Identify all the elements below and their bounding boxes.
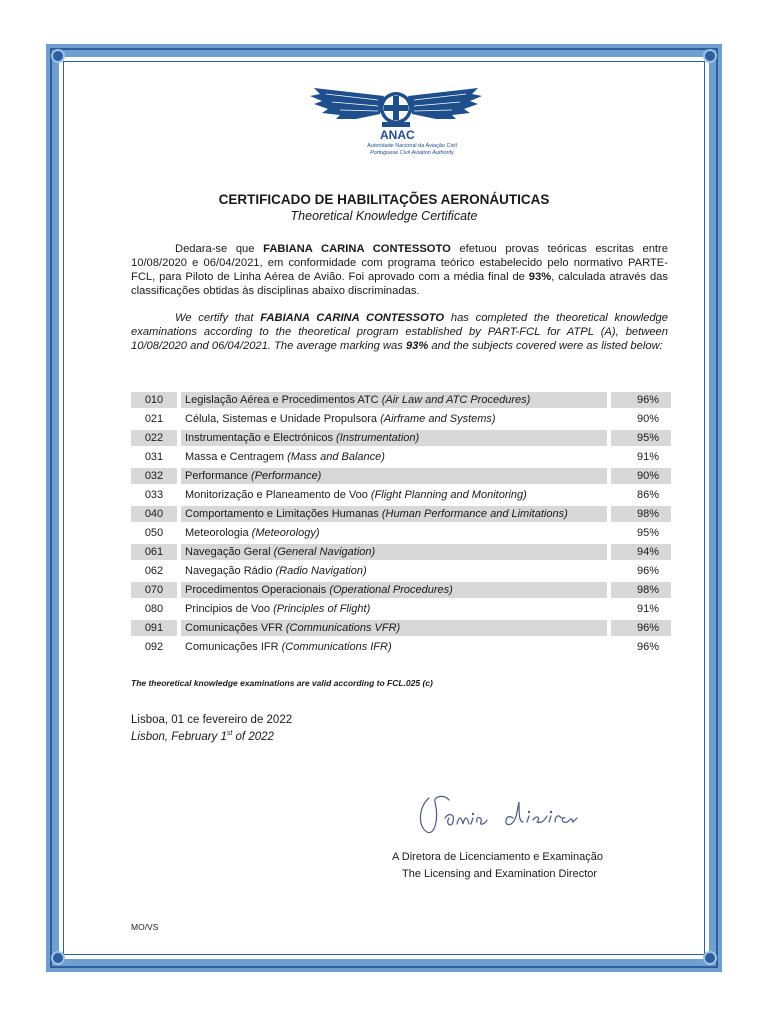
subject-name: Comunicações VFR (Communications VFR) — [181, 620, 607, 636]
subject-name: Comunicações IFR (Communications IFR) — [185, 641, 392, 653]
subject-score: 96% — [611, 392, 671, 408]
subject-row — [131, 506, 671, 522]
subject-name: Meteorologia (Meteorology) — [185, 527, 320, 539]
subject-code: 091 — [131, 620, 177, 636]
validity-note: The theoretical knowledge examinations are valid according to FCL.025 (c) — [131, 678, 433, 688]
subject-row — [131, 563, 671, 579]
subject-row — [131, 430, 671, 446]
subject-name: Instrumentação e Electrónicos (Instrumentation) — [181, 430, 607, 446]
subject-code: 070 — [131, 582, 177, 598]
subject-score: 90% — [636, 413, 659, 425]
subject-name: Procedimentos Operacionais (Operational Procedures) — [181, 582, 607, 598]
subject-score: 94% — [611, 544, 671, 560]
holder-name: FABIANA CARINA CONTESSOTO — [263, 243, 451, 255]
document-reference: MO/VS — [131, 922, 159, 932]
subject-code: 032 — [131, 468, 177, 484]
certificate-title: CERTIFICADO DE HABILITAÇÕES AERONÁUTICAS — [218, 192, 550, 207]
certificate-subtitle: Theoretical Knowledge Certificate — [290, 209, 478, 223]
subject-row — [131, 601, 671, 617]
subject-name: Comportamento e Limitações Humanas (Human Performance and Limitations) — [181, 506, 607, 522]
subject-row — [131, 620, 671, 636]
average-score: 93% — [405, 340, 429, 352]
authority-name-en: Portuguese Civil Aviation Authority — [370, 150, 454, 156]
subject-row — [131, 525, 671, 541]
authority-names — [342, 143, 482, 157]
subject-code: 040 — [131, 506, 177, 522]
subject-row — [131, 487, 671, 503]
subject-score: 98% — [611, 506, 671, 522]
director-title-english: The Licensing and Examination Director — [402, 868, 598, 880]
holder-name: FABIANA CARINA CONTESSOTO — [260, 312, 445, 324]
authority-name-pt: Autoridade Nacional da Aviação Civil — [367, 143, 457, 149]
subject-score: 95% — [636, 527, 659, 539]
subject-name: Célula, Sistemas e Unidade Propulsora (Airframe and Systems) — [185, 413, 496, 425]
subject-name: Monitorização e Planeamento de Voo (Flight Planning and Monitoring) — [185, 489, 527, 501]
statement-english: We certify that FABIANA CARINA CONTESSOTO has completed the theoretical knowledge examinations according to the theoretical program established by PART-FCL for ATPL (A), between 10/08/2020 and 06/04/2021. The average marking was 93% and the subjects covered were as listed below: — [131, 312, 668, 352]
subject-score: 95% — [611, 430, 671, 446]
subject-code: 050 — [144, 527, 164, 539]
subjects-table — [131, 389, 671, 658]
subject-name: Legislação Aérea e Procedimentos ATC (Air Law and ATC Procedures) — [181, 392, 607, 408]
subject-name: Navegação Geral (General Navigation) — [181, 544, 607, 560]
subject-code: 031 — [144, 451, 164, 463]
subject-code: 021 — [144, 413, 164, 425]
subject-row — [131, 544, 671, 560]
subject-score: 90% — [611, 468, 671, 484]
director-title-portuguese: A Diretora de Licenciamento e Examinação — [392, 851, 603, 863]
statement-portuguese: Dedara-se que FABIANA CARINA CONTESSOTO efetuou provas teóricas escritas entre 10/08/2020 e 06/04/2021, em conformidade com programa teórico estabelecido pelo normativo PARTE-FCL, para Piloto de Linha Aérea de Avião. Foi aprovado com a média final de 93%, calculada através das classificações obtidas às disciplinas abaixo discriminadas. — [131, 243, 668, 297]
subject-name: Massa e Centragem (Mass and Balance) — [185, 451, 385, 463]
subject-name: Principios de Voo (Principles of Flight) — [185, 603, 371, 615]
subject-row — [131, 392, 671, 408]
subject-code: 033 — [144, 489, 164, 501]
subject-code: 092 — [144, 641, 164, 653]
subject-name: Navegação Rádio (Radio Navigation) — [185, 565, 367, 577]
corner-ornament — [51, 951, 65, 965]
place-date-english: Lisbon, February 1st of 2022 — [131, 730, 274, 743]
authority-acronym: ANAC — [380, 128, 415, 142]
subject-row — [131, 449, 671, 465]
subject-row — [131, 468, 671, 484]
subject-code: 022 — [131, 430, 177, 446]
subject-score: 96% — [636, 641, 659, 653]
corner-ornament — [703, 951, 717, 965]
subject-code: 061 — [131, 544, 177, 560]
corner-ornament — [703, 49, 717, 63]
signature — [405, 788, 605, 848]
subject-score: 91% — [636, 603, 659, 615]
average-score: 93% — [528, 271, 552, 283]
subject-name: Performance (Performance) — [181, 468, 607, 484]
subject-row — [131, 411, 671, 427]
subject-row — [131, 639, 671, 655]
handwritten-signature-icon — [405, 788, 605, 848]
subject-score: 96% — [636, 565, 659, 577]
subject-code: 010 — [131, 392, 177, 408]
corner-ornament — [51, 49, 65, 63]
subject-score: 86% — [636, 489, 659, 501]
subject-row — [131, 582, 671, 598]
subject-score: 91% — [636, 451, 659, 463]
subject-score: 96% — [611, 620, 671, 636]
subject-score: 98% — [611, 582, 671, 598]
place-date-portuguese: Lisboa, 01 ce fevereiro de 2022 — [131, 714, 293, 726]
subject-code: 080 — [144, 603, 164, 615]
subject-code: 062 — [144, 565, 164, 577]
